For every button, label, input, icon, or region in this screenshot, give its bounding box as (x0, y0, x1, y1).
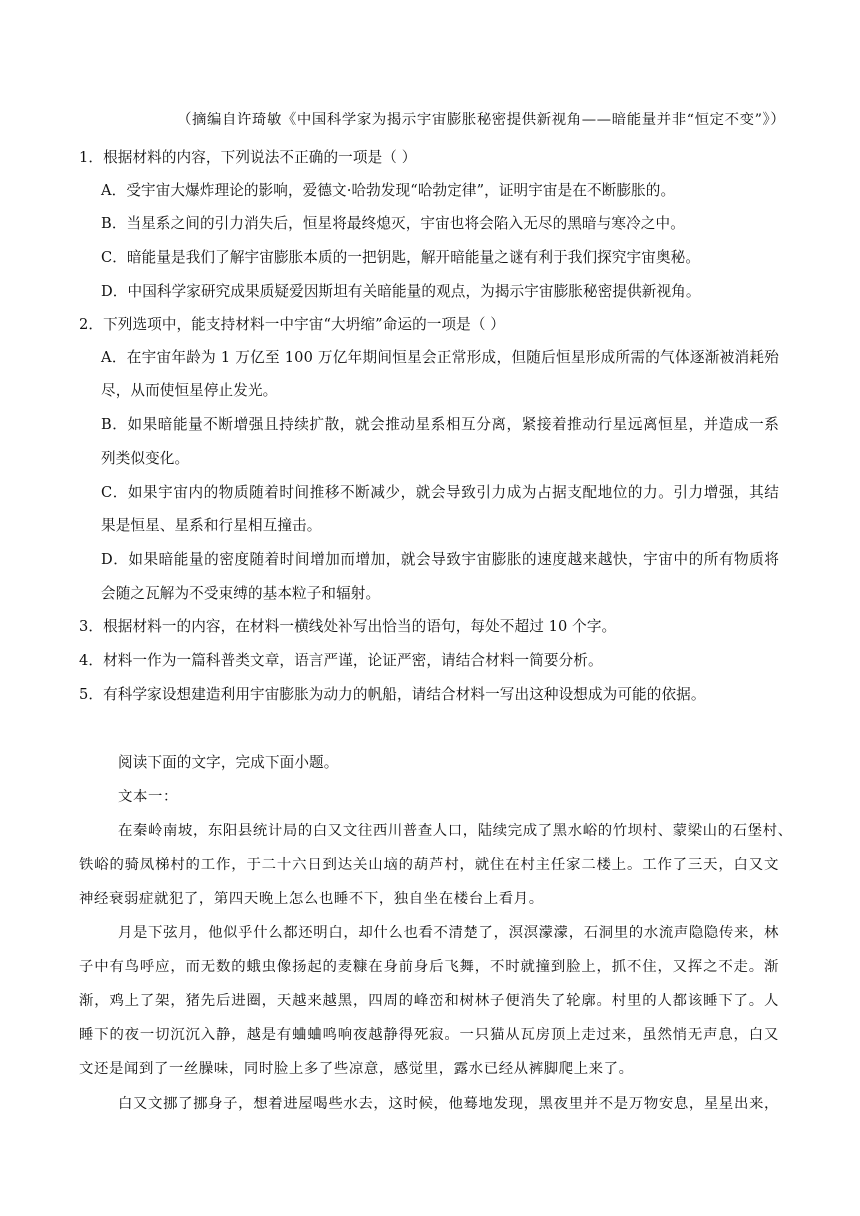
question-2-option-a: A．在宇宙年龄为 1 万亿至 100 万亿年期间恒星会正常形成，但随后恒星形成所需的气体逐渐被消耗殆 (101, 349, 779, 366)
question-1-option-a: A．受宇宙大爆炸理论的影响，爱德文·哈勃发现“哈勃定律”，证明宇宙是在不断膨胀的。 (101, 182, 676, 199)
question-1-option-c: C．暗能量是我们了解宇宙膨胀本质的一把钥匙，解开暗能量之谜有利于我们探究宇宙奥秘。 (101, 249, 701, 266)
paragraph-1-line-2: 铁峪的骑凤梯村的工作，于二十六日到达关山垴的葫芦村，就住在村主任家二楼上。工作了三天，白又文 (79, 857, 779, 873)
question-2-option-d-cont: 会随之瓦解为不受束缚的基本粒子和辐射。 (101, 585, 381, 602)
question-2-option-b: B．如果暗能量不断增强且持续扩散，就会推动星系相互分离，紧接着推动行星远离恒星，并造成一系 (101, 416, 779, 433)
paragraph-2-line-4: 睡下的夜一切沉沉入静，越是有蛐蛐鸣响夜越静得死寂。一只猫从瓦房顶上走过来，虽然悄无声息，白又 (79, 1027, 779, 1043)
paragraph-1-line-3: 神经衰弱症就犯了，第四天晚上怎么也睡不下，独自坐在楼台上看月。 (79, 891, 544, 907)
question-2-option-d: D．如果暗能量的密度随着时间增加而增加，就会导致宇宙膨胀的速度越来越快，宇宙中的所有物质将 (101, 551, 779, 568)
question-1-stem: 1．根据材料的内容，下列说法不正确的一项是（ ） (79, 149, 417, 166)
question-5: 5．有科学家设想建造利用宇宙膨胀为动力的帆船，请结合材料一写出这种设想成为可能的依据。 (79, 686, 706, 703)
question-3: 3．根据材料一的内容，在材料一横线处补写出恰当的语句，每处不超过 10 个字。 (79, 618, 617, 635)
question-2-option-c: C．如果宇宙内的物质随着时间推移不断减少，就会导致引力成为占据支配地位的力。引力增强，其结 (101, 484, 779, 501)
paragraph-2-line-1: 月是下弦月，他似乎什么都还明白，却什么也看不清楚了，溟溟濛濛，石洞里的水流声隐隐传来，林 (118, 925, 779, 941)
question-1-option-b: B．当星系之间的引力消失后，恒星将最终熄灭，宇宙也将会陷入无尽的黑暗与寒冷之中。 (101, 215, 685, 232)
question-1-option-d: D．中国科学家研究成果质疑爱因斯坦有关暗能量的观点，为揭示宇宙膨胀秘密提供新视角。 (101, 283, 701, 300)
paragraph-1-line-1: 在秦岭南坡，东阳县统计局的白又文往西川普查人口，陆续完成了黑水峪的竹坝村、蒙梁山的石堡村、 (118, 823, 793, 839)
paragraph-2-line-3: 渐，鸡上了架，猪先后进圈，天越来越黑，四周的峰峦和树林子便消失了轮廓。村里的人都该睡下了。人 (79, 993, 779, 1009)
question-2-option-b-cont: 列类似变化。 (101, 450, 190, 467)
text-one-label: 文本一： (118, 789, 178, 805)
source-citation: （摘编自许琦敏《中国科学家为揭示宇宙膨胀秘密提供新视角——暗能量并非“恒定不变”》） (177, 112, 786, 128)
question-2-stem: 2．下列选项中，能支持材料一中宇宙“大坍缩”命运的一项是（ ） (79, 316, 505, 333)
paragraph-2-line-5: 文还是闻到了一丝臊味，同时脸上多了些凉意，感觉里，露水已经从裤脚爬上来了。 (79, 1061, 634, 1077)
question-2-option-a-cont: 尽，从而使恒星停止发光。 (101, 382, 278, 399)
question-4: 4．材料一作为一篇科普类文章，语言严谨，论证严密，请结合材料一简要分析。 (79, 652, 603, 669)
reading-intro: 阅读下面的文字，完成下面小题。 (118, 754, 339, 771)
paragraph-2-line-2: 子中有鸟呼应，而无数的蛾虫像扬起的麦糠在身前身后飞舞，不时就撞到脸上，抓不住，又挥之不走。渐 (79, 959, 779, 975)
question-2-option-c-cont: 果是恒星、星系和行星相互撞击。 (101, 517, 322, 534)
paragraph-3-line-1: 白又文挪了挪身子，想着进屋喝些水去，这时候，他蓦地发现，黑夜里并不是万物安息，星星出来， (118, 1096, 779, 1112)
